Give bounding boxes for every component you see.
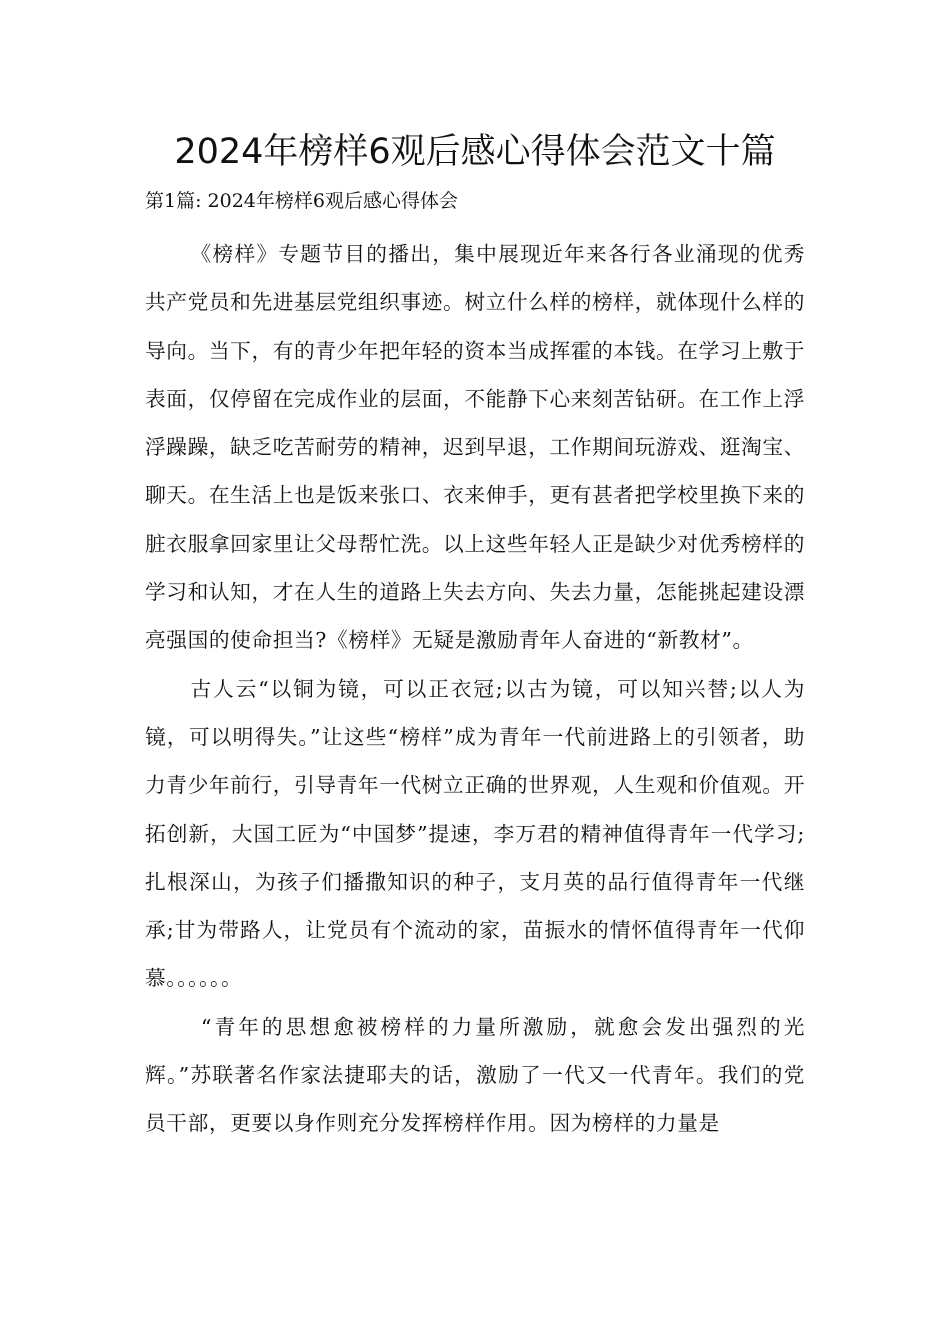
section-heading: 第1篇: 2024年榜样6观后感心得体会: [145, 190, 458, 212]
paragraph-2: 古人云“以铜为镜，可以正衣冠;以古为镜，可以知兴替;以人为镜，可以明得失。”让这些“榜样”成为青年一代前进路上的引领者，助力青少年前行，引导青年一代树立正确的世界观，人生观和价值观。开拓创新，大国工匠为“中国梦”提速，李万君的精神值得青年一代学习;扎根深山，为孩子们播撒知识的种子，支月英的品行值得青年一代继承;甘为带路人，让党员有个流动的家，苗振水的情怀值得青年一代仰慕。。。。。。: [145, 676, 805, 991]
paragraph-3: “青年的思想愈被榜样的力量所激励，就愈会发出强烈的光辉。”苏联著名作家法捷耶夫的话，激励了一代又一代青年。我们的党员干部，更要以身作则充分发挥榜样作用。因为榜样的力量是: [145, 1014, 805, 1136]
paragraph-1: 《榜样》专题节目的播出，集中展现近年来各行各业涌现的优秀共产党员和先进基层党组织事迹。树立什么样的榜样，就体现什么样的导向。当下，有的青少年把年轻的资本当成挥霍的本钱。在学习上敷于表面，仅停留在完成作业的层面，不能静下心来刻苦钻研。在工作上浮浮躁躁，缺乏吃苦耐劳的精神，迟到早退，工作期间玩游戏、逛淘宝、聊天。在生活上也是饭来张口、衣来伸手，更有甚者把学校里换下来的脏衣服拿回家里让父母帮忙洗。以上这些年轻人正是缺少对优秀榜样的学习和认知，才在人生的道路上失去方向、失去力量，怎能挑起建设漂亮强国的使命担当?《榜样》无疑是激励青年人奋进的“新教材”。: [145, 242, 805, 653]
document-title: 2024年榜样6观后感心得体会范文十篇: [174, 132, 776, 172]
document-body: [145, 230, 805, 1148]
